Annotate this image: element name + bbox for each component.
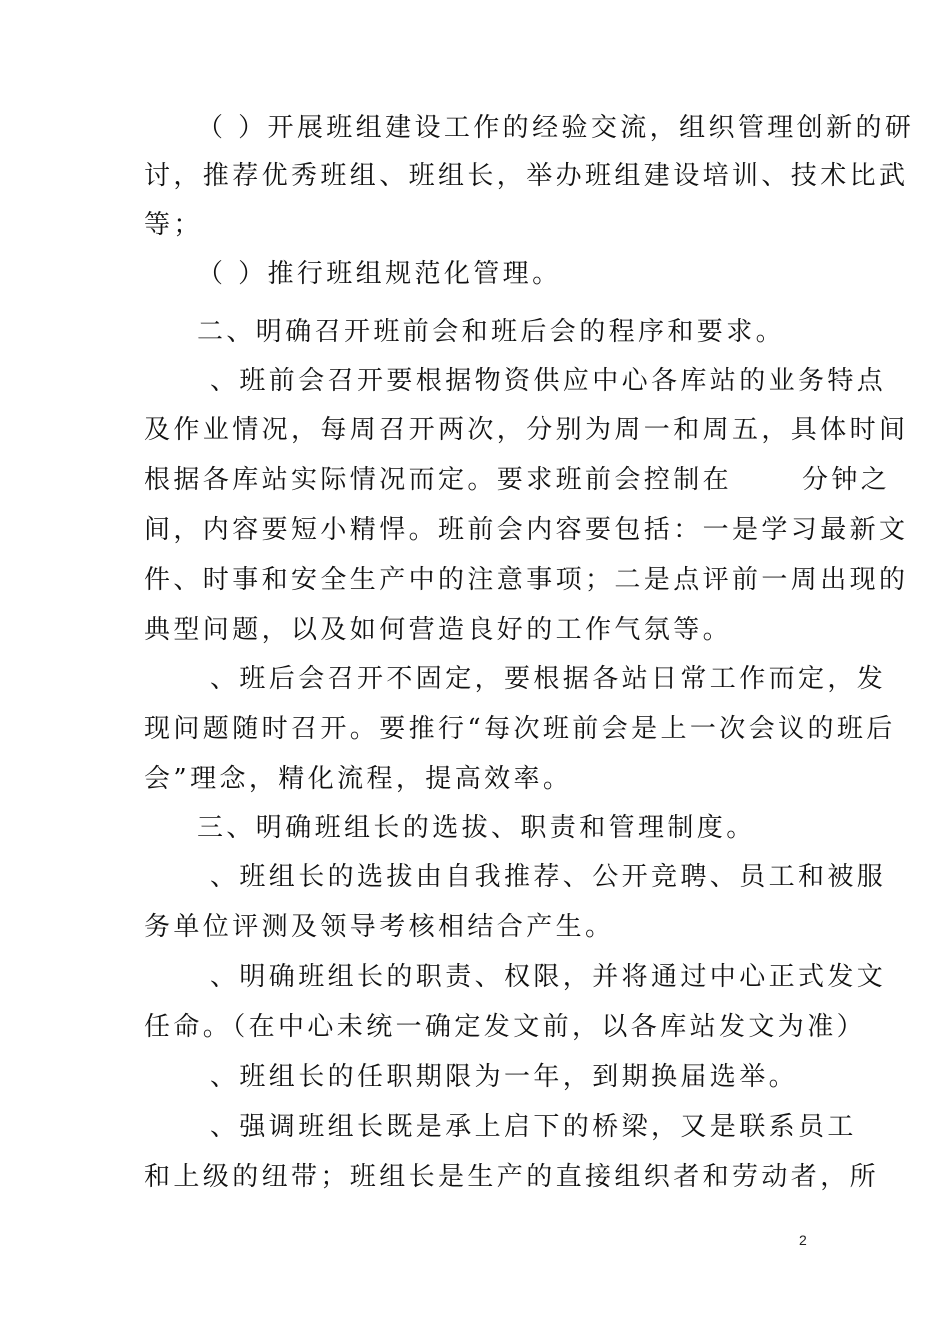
paragraph-line-18: 、明确班组长的职责、权限，并将通过中心正式发文: [210, 962, 887, 992]
section-heading-3: 三、明确班组长的选拔、职责和管理制度。: [197, 813, 756, 843]
paragraph-line-2: 讨，推荐优秀班组、班组长，举办班组建设培训、技术比武: [144, 161, 909, 191]
paragraph-line-11: 典型问题，以及如何营造良好的工作气氛等。: [144, 615, 733, 645]
paragraph-line-10: 件、时事和安全生产中的注意事项；二是点评前一周出现的: [144, 565, 909, 595]
paragraph-line-4: （ ）推行班组规范化管理。: [197, 259, 562, 289]
paragraph-line-8: 根据各库站实际情况而定。要求班前会控制在 分钟之: [144, 465, 891, 495]
paragraph-line-22: 和上级的纽带；班组长是生产的直接组织者和劳动者，所: [144, 1162, 880, 1192]
paragraph-line-3: 等；: [144, 210, 203, 240]
paragraph-line-6: 、班前会召开要根据物资供应中心各库站的业务特点: [210, 366, 887, 396]
paragraph-line-7: 及作业情况，每周召开两次，分别为周一和周五，具体时间: [144, 415, 909, 445]
paragraph-line-14: 会”理念，精化流程，提高效率。: [144, 764, 573, 794]
paragraph-line-1: （ ）开展班组建设工作的经验交流，组织管理创新的研: [197, 113, 915, 143]
page-number: 2: [799, 1232, 807, 1248]
paragraph-line-9: 间，内容要短小精悍。班前会内容要包括：一是学习最新文: [144, 515, 909, 545]
paragraph-line-20: 、班组长的任职期限为一年，到期换届选举。: [210, 1062, 799, 1092]
paragraph-line-16: 、班组长的选拔由自我推荐、公开竞聘、员工和被服: [210, 862, 887, 892]
paragraph-line-17: 务单位评测及领导考核相结合产生。: [144, 912, 615, 942]
section-heading-2: 二、明确召开班前会和班后会的程序和要求。: [197, 317, 786, 347]
paragraph-line-19: 任命。（在中心未统一确定发文前，以各库站发文为准）: [144, 1012, 867, 1042]
paragraph-line-21: 、强调班组长既是承上启下的桥梁，又是联系员工: [210, 1112, 857, 1142]
paragraph-line-13: 现问题随时召开。要推行“每次班前会是上一次会议的班后: [144, 714, 896, 744]
paragraph-line-12: 、班后会召开不固定，要根据各站日常工作而定，发: [210, 664, 887, 694]
